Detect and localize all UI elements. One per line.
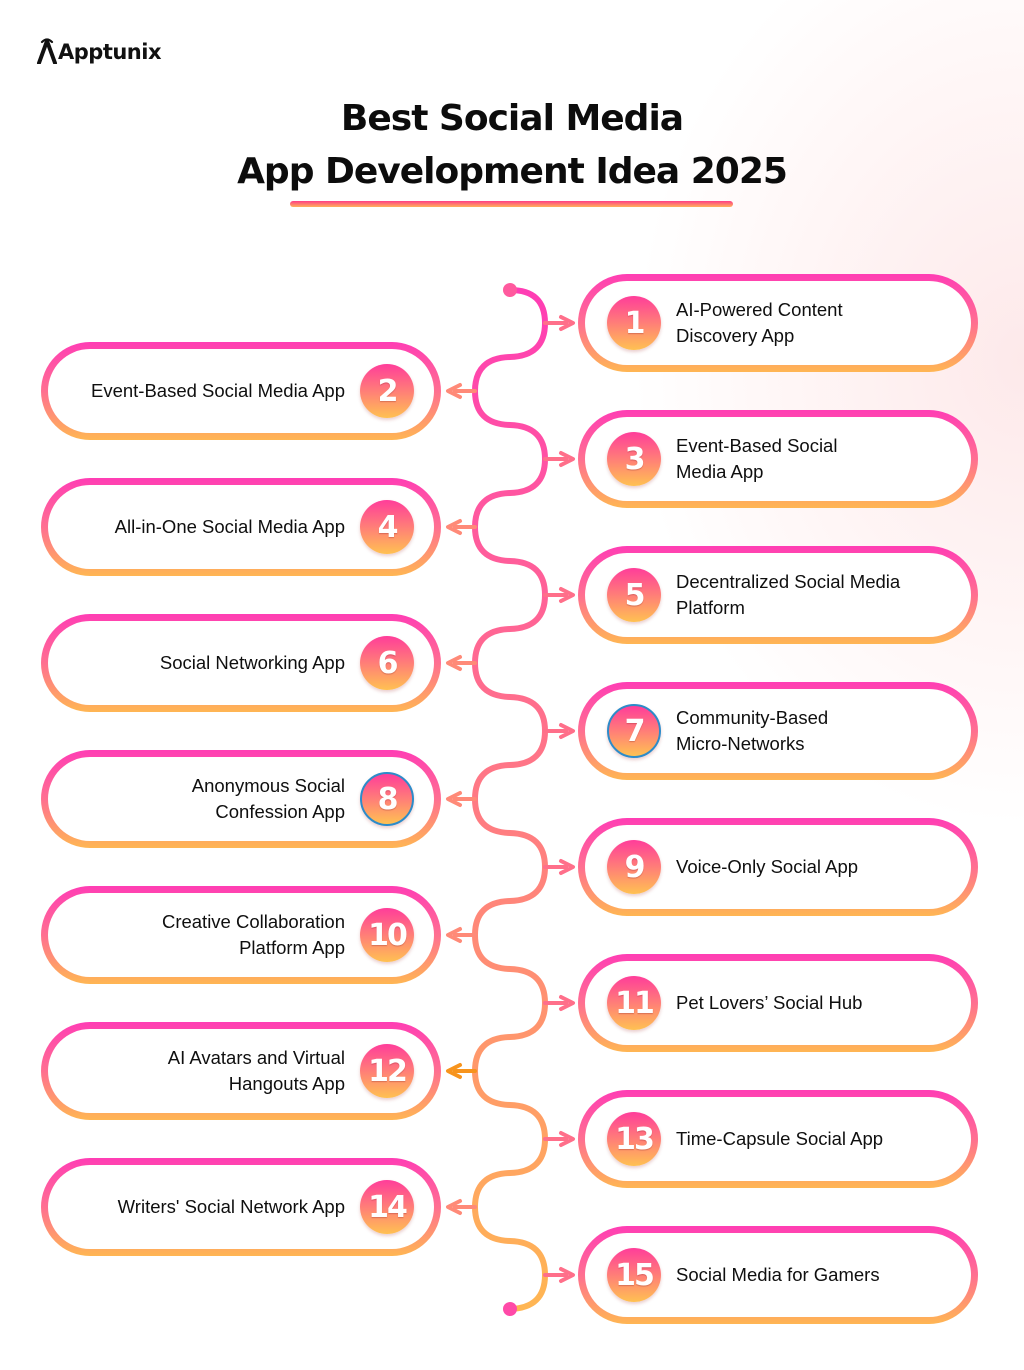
idea-label: Event-Based Social Media App <box>676 435 838 482</box>
idea-card-inner <box>48 485 434 569</box>
idea-card-14 <box>41 1158 441 1256</box>
idea-number-badge: 13 <box>607 1112 661 1166</box>
idea-number-badge: 1 <box>607 296 661 350</box>
idea-label: All-in-One Social Media App <box>114 516 345 537</box>
idea-card-inner <box>48 1165 434 1249</box>
idea-label: Social Networking App <box>159 652 345 673</box>
idea-number-badge: 10 <box>360 908 414 962</box>
idea-label: Voice-Only Social App <box>676 856 859 877</box>
idea-card-5 <box>578 546 978 644</box>
idea-label: Pet Lovers’ Social Hub <box>676 992 863 1013</box>
idea-label: Community-Based Micro-Networks <box>676 707 829 754</box>
idea-card-inner <box>585 553 971 637</box>
idea-card-inner <box>585 825 971 909</box>
connector-arrow-12 <box>448 1065 475 1077</box>
idea-number-badge: 3 <box>607 432 661 486</box>
connector-arrow-10 <box>448 929 475 941</box>
connector-arrow-1 <box>545 317 573 329</box>
idea-number-badge: 11 <box>607 976 661 1030</box>
connector-arrow-3 <box>545 453 573 465</box>
connector-arrow-6 <box>448 657 475 669</box>
idea-number-badge: 2 <box>360 364 414 418</box>
connector-arrow-15 <box>545 1269 573 1281</box>
idea-card-3 <box>578 410 978 508</box>
connector-arrow-2 <box>448 385 475 397</box>
idea-label: Decentralized Social Media Platform <box>676 571 901 618</box>
idea-number-badge: 8 <box>360 772 414 826</box>
idea-card-inner <box>48 621 434 705</box>
idea-card-4 <box>41 478 441 576</box>
idea-label: AI Avatars and Virtual Hangouts App <box>167 1047 345 1094</box>
connector-start-dot <box>503 283 517 297</box>
idea-card-inner <box>585 417 971 501</box>
idea-card-12 <box>41 1022 441 1120</box>
idea-card-inner <box>585 689 971 773</box>
idea-card-10 <box>41 886 441 984</box>
idea-number-badge: 5 <box>607 568 661 622</box>
connector-arrow-14 <box>448 1201 475 1213</box>
connector-path <box>475 290 545 1309</box>
idea-card-inner <box>585 1233 971 1317</box>
idea-label: Time-Capsule Social App <box>676 1128 884 1149</box>
idea-label: Event-Based Social Media App <box>90 380 345 401</box>
idea-card-inner <box>48 757 434 841</box>
idea-card-13 <box>578 1090 978 1188</box>
idea-label: Social Media for Gamers <box>676 1264 880 1285</box>
idea-card-inner <box>585 281 971 365</box>
idea-label: Creative Collaboration Platform App <box>161 911 345 958</box>
idea-label: Anonymous Social Confession App <box>191 775 345 822</box>
idea-card-inner <box>585 1097 971 1181</box>
idea-card-11 <box>578 954 978 1052</box>
idea-number-badge: 12 <box>360 1044 414 1098</box>
connector-arrow-9 <box>545 861 573 873</box>
idea-card-15 <box>578 1226 978 1324</box>
idea-number-badge: 4 <box>360 500 414 554</box>
idea-card-1 <box>578 274 978 372</box>
connector-arrow-13 <box>545 1133 573 1145</box>
idea-number-badge: 15 <box>607 1248 661 1302</box>
idea-number-badge: 6 <box>360 636 414 690</box>
connector-end-dot <box>503 1302 517 1316</box>
idea-number-badge: 9 <box>607 840 661 894</box>
idea-card-inner <box>48 893 434 977</box>
connector-arrow-8 <box>448 793 475 805</box>
idea-card-inner <box>48 1029 434 1113</box>
idea-number-badge: 7 <box>607 704 661 758</box>
title-line-2: App Development Idea 2025 <box>237 151 787 192</box>
idea-card-inner <box>48 349 434 433</box>
idea-card-2 <box>41 342 441 440</box>
connector-arrow-4 <box>448 521 475 533</box>
connector-arrow-7 <box>545 725 573 737</box>
idea-card-inner <box>585 961 971 1045</box>
idea-label: AI-Powered Content Discovery App <box>676 299 843 346</box>
brand-name: Apptunix <box>58 40 161 64</box>
idea-number-badge: 14 <box>360 1180 414 1234</box>
idea-label: Writers' Social Network App <box>117 1196 345 1217</box>
connector-arrow-5 <box>545 589 573 601</box>
idea-card-7 <box>578 682 978 780</box>
title-line-1: Best Social Media <box>340 98 684 139</box>
idea-card-9 <box>578 818 978 916</box>
connector-arrow-11 <box>545 997 573 1009</box>
idea-card-8 <box>41 750 441 848</box>
idea-card-6 <box>41 614 441 712</box>
